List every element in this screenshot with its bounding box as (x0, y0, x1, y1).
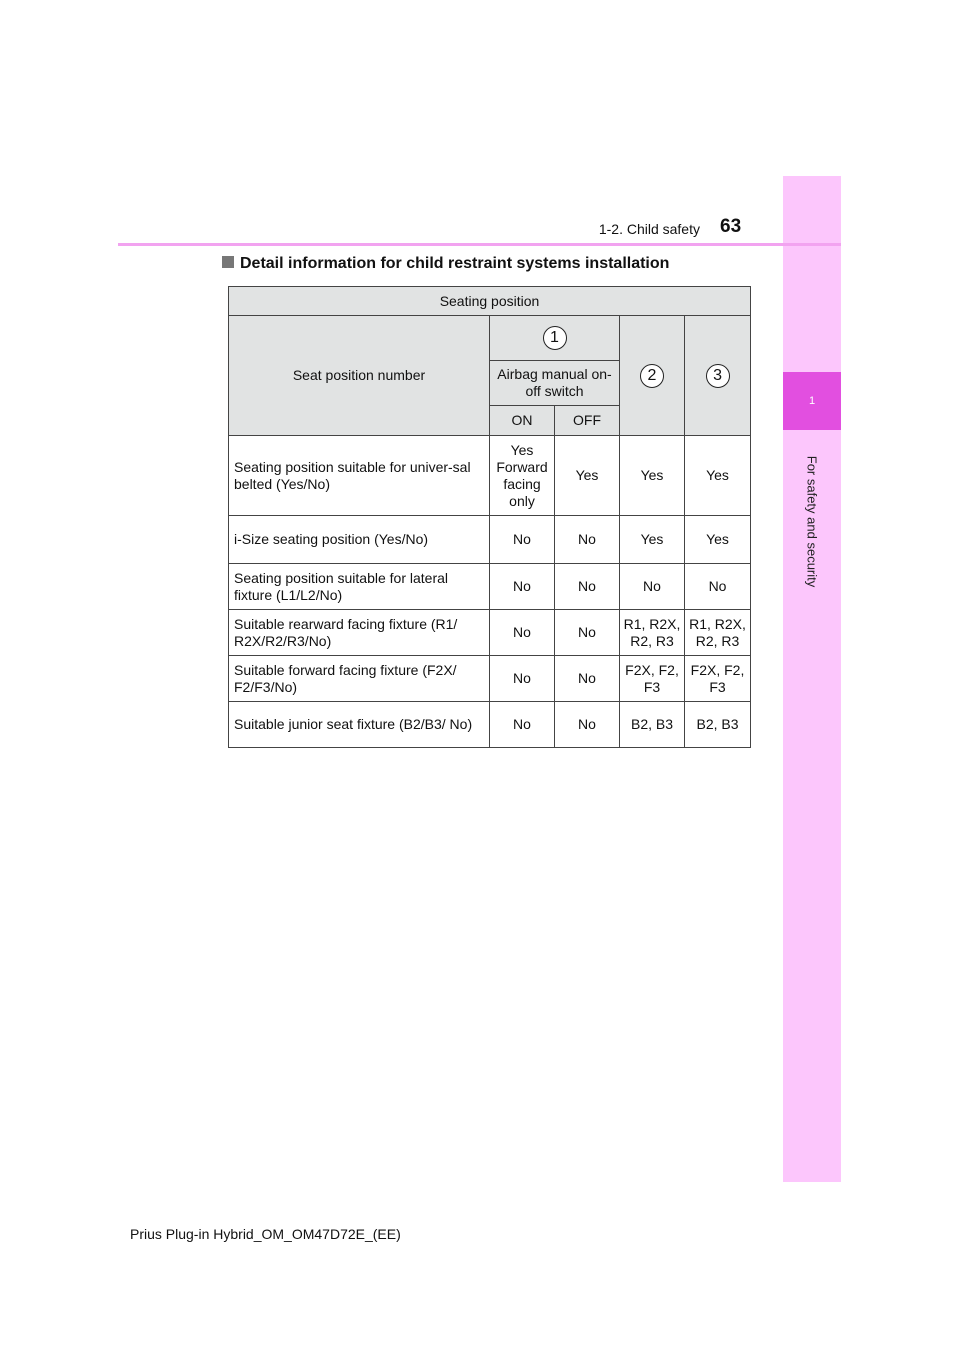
table-cell: No (685, 564, 751, 610)
seat-1-cell (490, 316, 620, 361)
seat-number-1: 1 (543, 326, 567, 350)
table-cell: Yes Forward facing only (490, 436, 555, 516)
table-cell: No (490, 564, 555, 610)
row-label: Suitable rearward facing fixture (R1/ R2X/R2/R3/No) (229, 610, 490, 656)
table-cell: Yes (620, 436, 685, 516)
table-row (229, 516, 751, 564)
document-footer: Prius Plug-in Hybrid_OM_OM47D72E_(EE) (130, 1226, 401, 1242)
table-cell: No (555, 656, 620, 702)
airbag-switch-label-cell: Airbag manual on-off switch (490, 361, 620, 406)
chapter-side-tab (783, 176, 841, 1182)
row-label: i-Size seating position (Yes/No) (229, 516, 490, 564)
seat-number-label-cell: Seat position number (229, 316, 490, 436)
switch-on-cell: ON (490, 406, 555, 436)
table-cell: No (555, 516, 620, 564)
table-cell: Yes (685, 516, 751, 564)
page-number: 63 (720, 216, 742, 237)
chapter-title-text: For safety and security (804, 455, 820, 587)
row-label: Suitable forward facing fixture (F2X/ F2/F3/No) (229, 656, 490, 702)
table-cell: Yes (685, 436, 751, 516)
chapter-title (783, 436, 841, 606)
chapter-number-box: 1 (783, 372, 841, 430)
seat-2-cell (620, 316, 685, 436)
table-cell: No (490, 516, 555, 564)
square-bullet-icon (222, 256, 234, 268)
section-heading (222, 255, 669, 273)
section-heading-text: Detail information for child restraint systems installation (240, 255, 670, 272)
table-cell: R1, R2X, R2, R3 (685, 610, 751, 656)
table-row (229, 436, 751, 516)
child-restraint-table (228, 286, 751, 748)
table-cell: B2, B3 (685, 702, 751, 748)
table-row (229, 564, 751, 610)
table-cell: No (620, 564, 685, 610)
table-cell: Yes (620, 516, 685, 564)
seat-number-2: 2 (640, 364, 664, 388)
seat-3-cell (685, 316, 751, 436)
row-label: Suitable junior seat fixture (B2/B3/ No) (229, 702, 490, 748)
table-cell: No (555, 702, 620, 748)
table-cell: No (555, 564, 620, 610)
seat-number-3: 3 (706, 364, 730, 388)
switch-off-cell: OFF (555, 406, 620, 436)
table-cell: No (490, 702, 555, 748)
table-cell: B2, B3 (620, 702, 685, 748)
table-cell: Yes (555, 436, 620, 516)
row-label: Seating position suitable for lateral fixture (L1/L2/No) (229, 564, 490, 610)
table-title-cell: Seating position (229, 287, 751, 316)
table-cell: F2X, F2, F3 (620, 656, 685, 702)
table-row (229, 656, 751, 702)
header-rule (118, 243, 841, 246)
table-cell: No (490, 656, 555, 702)
table-row (229, 610, 751, 656)
table-cell: No (490, 610, 555, 656)
row-label: Seating position suitable for univer-sal belted (Yes/No) (229, 436, 490, 516)
table-cell: F2X, F2, F3 (685, 656, 751, 702)
table-row (229, 702, 751, 748)
table-cell: No (555, 610, 620, 656)
section-title: 1-2. Child safety (598, 221, 700, 237)
table-cell: R1, R2X, R2, R3 (620, 610, 685, 656)
